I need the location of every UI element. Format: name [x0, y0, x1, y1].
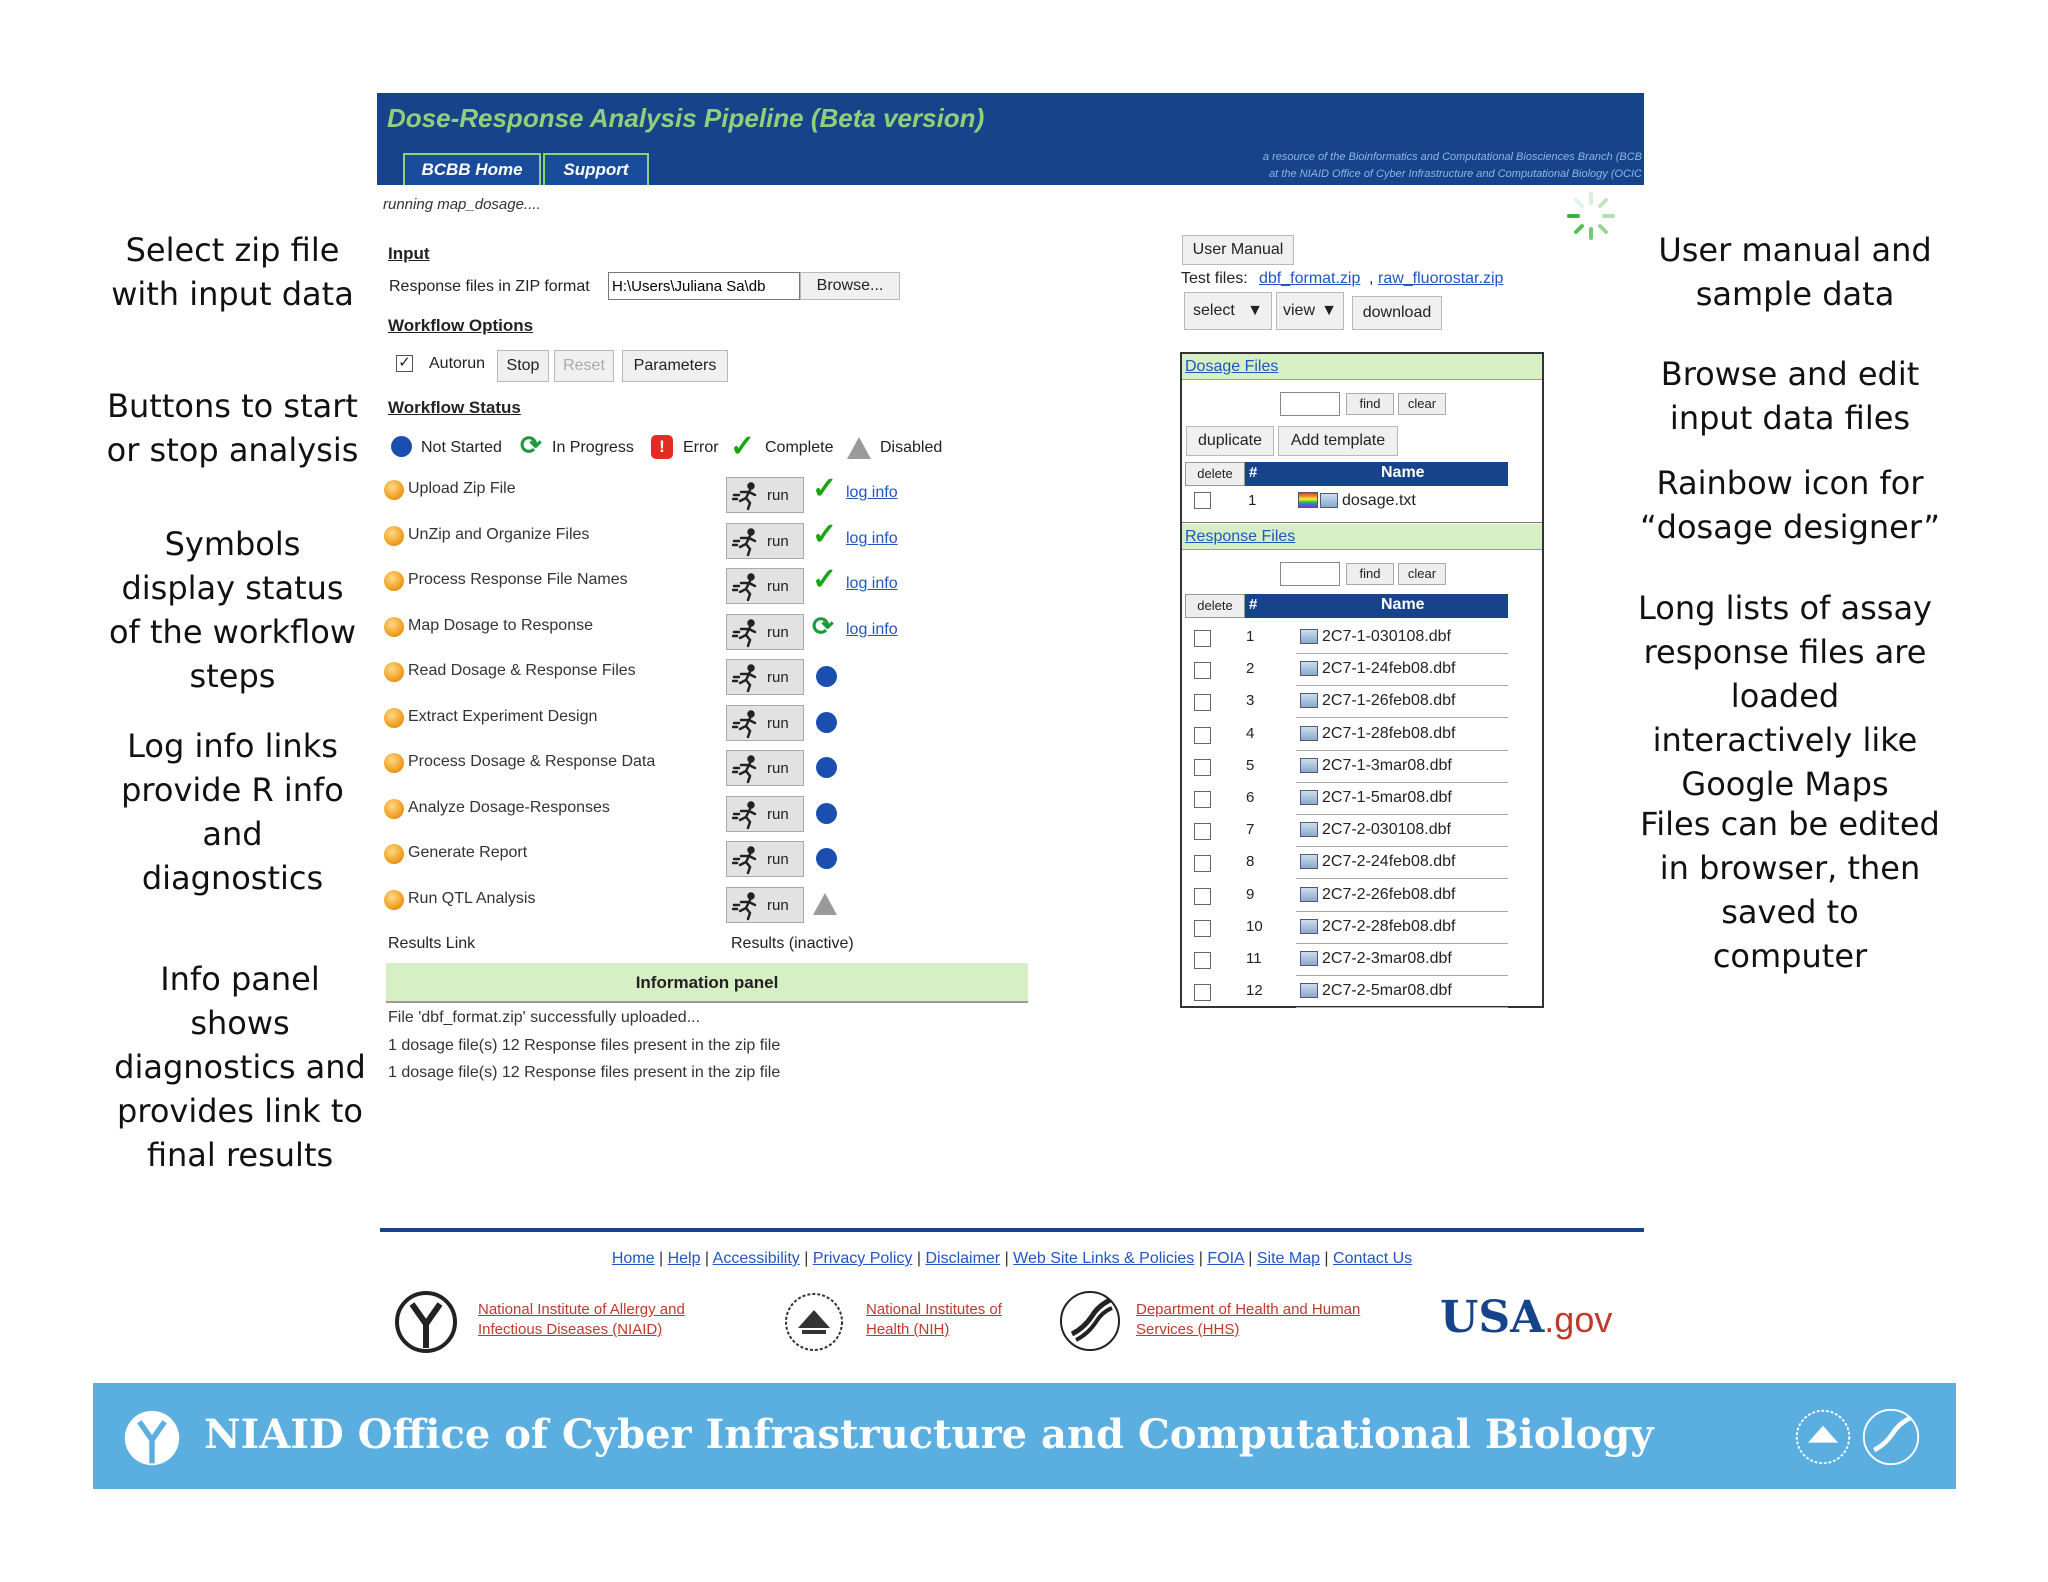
response-row-number: 7 — [1246, 821, 1255, 838]
header-tagline-1: a resource of the Bioinformatics and Computational Biosciences Branch (BCB — [1262, 151, 1642, 163]
hhs-link-line2[interactable]: Services (HHS) — [1136, 1321, 1240, 1338]
footer-link[interactable]: Web Site Links & Policies — [1013, 1250, 1195, 1267]
response-files-title[interactable]: Response Files — [1185, 528, 1296, 545]
response-row-checkbox[interactable] — [1194, 694, 1211, 711]
response-row-number: 8 — [1246, 853, 1255, 870]
file-browser-panel — [1180, 352, 1544, 1008]
workflow-step — [384, 518, 904, 564]
dosage-clear-button[interactable]: clear — [1398, 393, 1446, 415]
info-line-2: 1 dosage file(s) 12 Response files present in the zip file — [388, 1037, 781, 1054]
runner-icon — [732, 754, 762, 784]
workflow-step — [384, 472, 904, 518]
legend-not-started: Not Started — [421, 439, 502, 456]
response-file-row[interactable] — [1182, 914, 1542, 944]
response-row-file[interactable]: 2C7-1-24feb08.dbf — [1322, 660, 1456, 677]
response-file-row[interactable] — [1182, 978, 1542, 1008]
callout-rainbow: Rainbow icon for “dosage designer” — [1640, 464, 1940, 546]
callout-symbols: Symbols display status of the workflow steps — [108, 525, 357, 695]
input-label: Response files in ZIP format — [389, 278, 590, 295]
row-divider — [1296, 975, 1508, 976]
stop-button[interactable]: Stop — [497, 350, 549, 382]
run-label: run — [767, 487, 789, 504]
info-line-1: File 'dbf_format.zip' successfully uploaded... — [388, 1009, 701, 1026]
footer-separator: | — [1319, 1250, 1334, 1267]
niaid-logo-icon — [123, 1409, 181, 1467]
callout-user-manual: User manual and sample data — [1658, 231, 1932, 313]
in-progress-icon: ⟳ — [520, 430, 542, 460]
workflow-step — [384, 890, 904, 928]
row-divider — [1296, 943, 1508, 944]
response-row-checkbox[interactable] — [1194, 727, 1211, 744]
step-label: Run QTL Analysis — [408, 890, 536, 907]
dosage-files-header — [1182, 354, 1542, 380]
response-row-file[interactable]: 2C7-1-3mar08.dbf — [1322, 757, 1452, 774]
response-row-number: 10 — [1246, 918, 1263, 935]
log-info-link[interactable]: log info — [846, 575, 898, 592]
response-file-row[interactable] — [1182, 688, 1542, 718]
nih-link-line2[interactable]: Health (NIH) — [866, 1321, 950, 1338]
response-find-button[interactable]: find — [1346, 563, 1394, 585]
test-files-label: Test files: — [1181, 270, 1248, 287]
legend-complete: Complete — [765, 439, 834, 456]
response-file-row[interactable] — [1182, 785, 1542, 815]
run-label: run — [767, 897, 789, 914]
bottom-bar — [93, 1383, 1956, 1489]
workflow-step — [384, 753, 904, 791]
response-hash-header: # — [1249, 596, 1258, 613]
dosage-find-button[interactable]: find — [1346, 393, 1394, 415]
runner-icon — [732, 663, 762, 693]
file-icon — [1300, 822, 1318, 837]
file-icon — [1300, 854, 1318, 869]
hhs-logo-icon — [1058, 1288, 1122, 1354]
dosage-name-header: Name — [1381, 464, 1425, 481]
response-row-checkbox[interactable] — [1194, 984, 1211, 1001]
response-search-input[interactable] — [1280, 562, 1340, 586]
step-label: Process Response File Names — [408, 571, 628, 588]
run-label: run — [767, 760, 789, 777]
run-button[interactable] — [726, 841, 804, 877]
file-icon — [1300, 693, 1318, 708]
footer-divider — [380, 1228, 1644, 1232]
run-label: run — [767, 578, 789, 595]
workflow-status-heading: Workflow Status — [388, 398, 521, 417]
row-divider — [1296, 911, 1508, 912]
usa-text: USA — [1440, 1292, 1545, 1343]
input-heading: Input — [388, 244, 430, 263]
footer-separator: | — [654, 1250, 668, 1267]
response-row-file[interactable]: 2C7-2-24feb08.dbf — [1322, 853, 1456, 870]
complete-icon: ✓ — [730, 430, 756, 463]
footer-separator: | — [1243, 1250, 1257, 1267]
response-row-checkbox[interactable] — [1194, 855, 1211, 872]
file-icon — [1300, 726, 1318, 741]
dosage-row-file[interactable]: dosage.txt — [1342, 492, 1416, 509]
response-row-file[interactable]: 2C7-2-26feb08.dbf — [1322, 886, 1456, 903]
response-row-file[interactable]: 2C7-2-3mar08.dbf — [1322, 950, 1452, 967]
not-started-icon — [816, 666, 837, 687]
file-icon — [1300, 951, 1318, 966]
run-label: run — [767, 806, 789, 823]
response-row-number: 6 — [1246, 789, 1255, 806]
response-row-checkbox[interactable] — [1194, 952, 1211, 969]
gov-text: .gov — [1544, 1299, 1613, 1340]
status-message: running map_dosage.... — [383, 196, 541, 213]
response-file-row[interactable] — [1182, 656, 1542, 686]
in-progress-icon: ⟳ — [812, 611, 834, 641]
footer-link[interactable]: Accessibility — [712, 1250, 800, 1267]
step-bullet-icon — [384, 617, 404, 637]
step-label: Generate Report — [408, 844, 528, 861]
response-row-checkbox[interactable] — [1194, 791, 1211, 808]
step-bullet-icon — [384, 526, 404, 546]
step-label: Analyze Dosage-Responses — [408, 799, 610, 816]
not-started-icon — [391, 436, 412, 457]
callout-browse-edit: Browse and edit input data files — [1660, 355, 1920, 437]
response-delete-header[interactable]: delete — [1185, 594, 1245, 618]
niaid-logo-icon — [394, 1290, 458, 1354]
log-info-link[interactable]: log info — [846, 484, 898, 501]
footer-separator: | — [700, 1250, 713, 1267]
run-label: run — [767, 715, 789, 732]
runner-icon — [732, 891, 762, 921]
footer-link[interactable]: Site Map — [1256, 1250, 1320, 1267]
step-bullet-icon — [384, 708, 404, 728]
chevron-down-icon: ▼ — [1247, 302, 1263, 319]
response-files-header — [1182, 524, 1542, 550]
response-row-number: 12 — [1246, 982, 1263, 999]
row-divider — [1296, 653, 1508, 654]
dosage-row-divider — [1182, 522, 1542, 523]
run-button[interactable] — [726, 705, 804, 741]
response-row-file[interactable]: 2C7-1-26feb08.dbf — [1322, 692, 1456, 709]
run-button[interactable] — [726, 568, 804, 604]
step-bullet-icon — [384, 480, 404, 500]
response-row-number: 5 — [1246, 757, 1255, 774]
step-label: Map Dosage to Response — [408, 617, 593, 634]
workflow-step — [384, 611, 904, 655]
response-row-checkbox[interactable] — [1194, 823, 1211, 840]
response-clear-button[interactable]: clear — [1398, 563, 1446, 585]
usa-gov-logo[interactable] — [1440, 1292, 1612, 1343]
info-panel-title: Information panel — [386, 963, 1028, 1003]
niaid-link-line1[interactable]: National Institute of Allergy and — [478, 1301, 685, 1318]
response-row-number: 11 — [1246, 950, 1262, 967]
file-icon — [1300, 629, 1318, 644]
browse-button[interactable]: Browse... — [800, 272, 900, 300]
test-file-dbf-link[interactable]: dbf_format.zip — [1259, 270, 1361, 287]
run-button[interactable] — [726, 523, 804, 559]
response-row-number: 1 — [1246, 628, 1255, 645]
response-row-number: 2 — [1246, 660, 1255, 677]
row-divider — [1296, 846, 1508, 847]
callout-select-zip: Select zip file with input data — [111, 231, 354, 313]
callout-info-panel: Info panel shows diagnostics and provides link to final results — [114, 960, 366, 1174]
response-file-row[interactable] — [1182, 849, 1542, 879]
niaid-link-line2[interactable]: Infectious Diseases (NIAID) — [478, 1321, 663, 1338]
nih-seal-icon — [782, 1290, 846, 1354]
tab-support[interactable]: Support — [543, 153, 649, 185]
row-divider — [1296, 685, 1508, 686]
test-file-fluorostar-link[interactable]: raw_fluorostar.zip — [1378, 270, 1504, 287]
response-file-row[interactable] — [1182, 817, 1542, 847]
footer-link[interactable]: Help — [667, 1250, 701, 1267]
download-button[interactable]: download — [1352, 296, 1442, 330]
response-row-number: 3 — [1246, 692, 1255, 709]
legend-disabled: Disabled — [880, 439, 943, 456]
legend-error: Error — [683, 439, 719, 456]
workflow-step — [384, 662, 904, 700]
tab-bcbb-home[interactable]: BCBB Home — [403, 153, 541, 185]
callout-long-lists: Long lists of assay response files are loaded interactively like Google Maps — [1638, 589, 1932, 803]
nih-seal-icon — [1793, 1407, 1853, 1467]
workflow-options-heading: Workflow Options — [388, 316, 534, 335]
nih-link-line1[interactable]: National Institutes of — [866, 1301, 1002, 1318]
response-table-header — [1185, 594, 1508, 618]
response-row-checkbox[interactable] — [1194, 888, 1211, 905]
row-divider — [1296, 782, 1508, 783]
run-button[interactable] — [726, 887, 804, 923]
duplicate-button[interactable]: duplicate — [1186, 426, 1274, 456]
select-label: select — [1193, 302, 1235, 319]
step-label: Upload Zip File — [408, 480, 516, 497]
row-divider — [1296, 717, 1508, 718]
runner-icon — [732, 481, 762, 511]
rainbow-dosage-designer-icon[interactable] — [1298, 492, 1318, 508]
footer-link[interactable]: FOIA — [1207, 1250, 1244, 1267]
file-icon — [1300, 790, 1318, 805]
file-icon — [1300, 983, 1318, 998]
hhs-logo-icon — [1861, 1407, 1921, 1467]
not-started-icon — [816, 803, 837, 824]
complete-icon: ✓ — [812, 472, 838, 505]
dosage-row-number: 1 — [1248, 492, 1257, 509]
footer-link[interactable]: Disclaimer — [925, 1250, 1001, 1267]
runner-icon — [732, 709, 762, 739]
error-icon: ! — [651, 435, 673, 459]
response-file-row[interactable] — [1182, 624, 1542, 654]
complete-icon: ✓ — [812, 518, 838, 551]
step-bullet-icon — [384, 890, 404, 910]
run-button[interactable] — [726, 614, 804, 650]
disabled-icon — [847, 437, 871, 459]
not-started-icon — [816, 848, 837, 869]
response-row-file[interactable]: 2C7-1-5mar08.dbf — [1322, 789, 1452, 806]
dosage-row-checkbox[interactable] — [1194, 492, 1211, 509]
not-started-icon — [816, 712, 837, 733]
response-row-file[interactable]: 2C7-2-28feb08.dbf — [1322, 918, 1456, 935]
step-bullet-icon — [384, 844, 404, 864]
run-button[interactable] — [726, 659, 804, 695]
runner-icon — [732, 527, 762, 557]
row-divider — [1296, 750, 1508, 751]
runner-icon — [732, 618, 762, 648]
response-row-checkbox[interactable] — [1194, 759, 1211, 776]
runner-icon — [732, 800, 762, 830]
step-label: Process Dosage & Response Data — [408, 753, 656, 770]
step-bullet-icon — [384, 571, 404, 591]
not-started-icon — [816, 757, 837, 778]
bottom-bar-title: NIAID Office of Cyber Infrastructure and Computational Biology — [204, 1411, 1654, 1458]
file-icon — [1300, 887, 1318, 902]
response-name-header: Name — [1381, 596, 1425, 613]
response-row-file[interactable]: 2C7-1-28feb08.dbf — [1322, 725, 1456, 742]
footer-separator: | — [799, 1250, 813, 1267]
log-info-link[interactable]: log info — [846, 621, 898, 638]
row-divider — [1296, 878, 1508, 879]
log-info-link[interactable]: log info — [846, 530, 898, 547]
run-label: run — [767, 624, 789, 641]
footer-link[interactable]: Home — [611, 1250, 655, 1267]
footer-link[interactable]: Privacy Policy — [812, 1250, 913, 1267]
autorun-label: Autorun — [429, 355, 486, 372]
app-header — [377, 93, 1644, 185]
dosage-search-input[interactable] — [1280, 392, 1340, 416]
dosage-delete-header[interactable]: delete — [1185, 462, 1245, 486]
response-row-file[interactable]: 2C7-1-030108.dbf — [1322, 628, 1451, 645]
dosage-table-header — [1185, 462, 1508, 486]
user-manual-button[interactable]: User Manual — [1182, 235, 1294, 265]
step-bullet-icon — [384, 799, 404, 819]
response-row-checkbox[interactable] — [1194, 920, 1211, 937]
autorun-checkbox[interactable]: ✓ — [396, 355, 413, 372]
header-tagline-2: at the NIAID Office of Cyber Infrastructure and Computational Biology (OCIC — [1269, 168, 1642, 180]
run-label: run — [767, 533, 789, 550]
response-row-file[interactable]: 2C7-2-030108.dbf — [1322, 821, 1451, 838]
app-title: Dose-Response Analysis Pipeline (Beta version) — [387, 103, 985, 133]
file-icon — [1300, 758, 1318, 773]
footer-links — [380, 1250, 1644, 1268]
results-inactive: Results (inactive) — [731, 935, 854, 952]
response-file-row[interactable] — [1182, 882, 1542, 912]
run-label: run — [767, 669, 789, 686]
run-label: run — [767, 851, 789, 868]
results-link[interactable]: Results Link — [388, 935, 476, 952]
runner-icon — [732, 845, 762, 875]
info-line-3: 1 dosage file(s) 12 Response files present in the zip file — [388, 1064, 781, 1081]
select-dropdown[interactable] — [1184, 292, 1272, 330]
disabled-icon — [813, 893, 837, 915]
hhs-link-line1[interactable]: Department of Health and Human — [1136, 1301, 1361, 1318]
footer-separator: | — [1194, 1250, 1208, 1267]
workflow-step — [384, 563, 904, 609]
run-button[interactable] — [726, 796, 804, 832]
file-icon — [1320, 493, 1338, 508]
step-label: UnZip and Organize Files — [408, 526, 590, 543]
footer-separator: | — [1000, 1250, 1014, 1267]
response-file-row[interactable] — [1182, 946, 1542, 976]
response-file-row[interactable] — [1182, 753, 1542, 783]
dosage-files-title[interactable]: Dosage Files — [1185, 358, 1279, 375]
run-button[interactable] — [726, 750, 804, 786]
row-divider — [1296, 1007, 1508, 1008]
step-bullet-icon — [384, 753, 404, 773]
response-row-file[interactable]: 2C7-2-5mar08.dbf — [1322, 982, 1452, 999]
file-icon — [1300, 919, 1318, 934]
parameters-button[interactable]: Parameters — [622, 350, 728, 382]
response-row-number: 9 — [1246, 886, 1255, 903]
zip-file-input[interactable] — [608, 272, 800, 300]
workflow-step — [384, 844, 904, 882]
row-divider — [1296, 814, 1508, 815]
add-template-button[interactable]: Add template — [1278, 426, 1398, 456]
chevron-down-icon: ▼ — [1321, 302, 1337, 319]
complete-icon: ✓ — [812, 563, 838, 596]
footer-separator: | — [912, 1250, 926, 1267]
file-icon — [1300, 661, 1318, 676]
view-label: view — [1283, 302, 1316, 319]
response-row-checkbox[interactable] — [1194, 662, 1211, 679]
test-files-comma: , — [1369, 270, 1374, 287]
callout-log-info: Log info links provide R info and diagnostics — [121, 727, 344, 897]
step-label: Read Dosage & Response Files — [408, 662, 636, 679]
step-label: Extract Experiment Design — [408, 708, 598, 725]
response-row-number: 4 — [1246, 725, 1255, 742]
runner-icon — [732, 572, 762, 602]
run-button[interactable] — [726, 477, 804, 513]
legend-in-progress: In Progress — [552, 439, 634, 456]
footer-link[interactable]: Contact Us — [1333, 1250, 1413, 1267]
step-bullet-icon — [384, 662, 404, 682]
workflow-step — [384, 708, 904, 746]
view-dropdown[interactable] — [1276, 292, 1344, 330]
callout-buttons: Buttons to start or stop analysis — [106, 387, 359, 469]
response-file-row[interactable] — [1182, 721, 1542, 751]
response-row-checkbox[interactable] — [1194, 630, 1211, 647]
loading-spinner-icon — [1565, 190, 1617, 242]
reset-button[interactable]: Reset — [554, 350, 614, 382]
callout-files-edited: Files can be edited in browser, then saved to computer — [1640, 805, 1940, 975]
workflow-step — [384, 799, 904, 837]
dosage-hash-header: # — [1249, 464, 1258, 481]
